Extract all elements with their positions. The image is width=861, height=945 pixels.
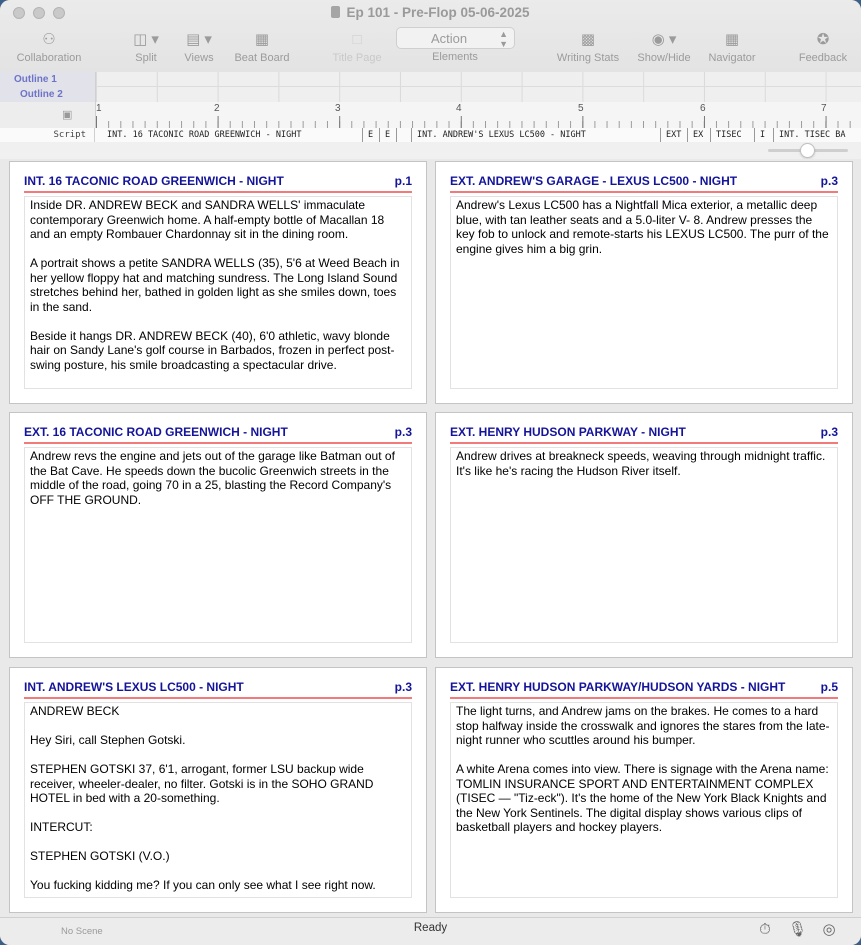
scene-card[interactable]	[9, 161, 427, 404]
window-title-text: Ep 101 - Pre-Flop 05-06-2025	[346, 5, 530, 20]
select-arrows-icon: ▲ ▼	[499, 29, 508, 49]
card-title[interactable]: INT. 16 TACONIC ROAD GREENWICH - NIGHT	[24, 174, 284, 188]
card-title[interactable]: EXT. HENRY HUDSON PARKWAY - NIGHT	[450, 425, 686, 439]
ruler	[0, 102, 861, 129]
show-hide-label: Show/Hide	[637, 52, 691, 64]
script-segment[interactable]: INT. TISEC BA	[779, 130, 846, 140]
split-label: Split	[135, 52, 157, 64]
zoom-bar	[0, 142, 861, 160]
views-button[interactable]	[181, 30, 217, 64]
feedback-label: Feedback	[798, 52, 848, 64]
card-page: p.3	[394, 425, 412, 439]
navigator-button[interactable]	[704, 30, 760, 64]
title-page-label: Title Page	[332, 52, 382, 64]
outline-labels	[0, 72, 96, 102]
writing-stats-button[interactable]	[553, 30, 623, 64]
window-title	[0, 5, 861, 20]
card-page: p.3	[820, 425, 838, 439]
scene-card[interactable]	[9, 412, 427, 658]
views-icon: ▤ ▾	[186, 31, 212, 48]
feedback-icon: ✪	[816, 31, 830, 48]
collaboration-label: Collaboration	[16, 52, 82, 64]
script-segment[interactable]: TISEC	[711, 128, 755, 142]
ruler-number: 4	[456, 103, 462, 114]
split-button[interactable]	[127, 30, 165, 64]
elements-select-value: Action	[431, 31, 468, 46]
split-icon: ◫ ▾	[133, 31, 159, 48]
card-heading	[450, 425, 838, 444]
ruler-head	[0, 102, 96, 128]
target-icon[interactable]: ◎	[822, 921, 836, 938]
navigator-icon: ▦	[724, 31, 740, 48]
ruler-number: 5	[578, 103, 584, 114]
script-segment[interactable]: INT. 16 TACONIC ROAD GREENWICH - NIGHT	[102, 128, 363, 142]
collaboration-icon: ⚇	[42, 31, 56, 48]
ruler-number: 6	[700, 103, 706, 114]
script-segment[interactable]: I	[755, 128, 774, 142]
eye-icon: ◉ ▾	[651, 31, 677, 48]
script-segment[interactable]: E	[363, 128, 380, 142]
document-icon	[331, 6, 340, 18]
card-page: p.3	[394, 680, 412, 694]
card-body[interactable]: Inside DR. ANDREW BECK and SANDRA WELLS' immaculate contemporary Greenwich home. A half-empty bottle of Macallan 18 and an empty Rombauer Chardonnay sit in the dining room. A portrait shows a petite SANDRA WELLS (35), 5'6 at Weed Beach in her yellow floppy hat and matching sundress. The Long Island Sound stretches behind her, bathed in golden light as she smiles down, toes in the sand. Beside it hangs DR. ANDREW BECK (40), 6'0 athletic, wavy blonde hair on Sandy Lane's golf course in Barbados, frozen in perfect post-swing posture, his smile broadcasting a spectacular drive.	[24, 196, 412, 389]
script-timeline	[0, 128, 861, 143]
show-hide-button[interactable]	[634, 30, 694, 64]
script-segment[interactable]: E	[380, 128, 397, 142]
script-label: Script	[0, 128, 95, 142]
ruler-number: 1	[96, 103, 102, 114]
title-page-icon: □	[352, 31, 362, 48]
outline-grid[interactable]	[96, 72, 861, 103]
script-segment[interactable]: EXT	[661, 128, 688, 142]
outline-panel	[0, 72, 861, 102]
card-icon: ▣	[62, 109, 73, 121]
feedback-button[interactable]	[795, 30, 851, 64]
script-segment[interactable]: EX	[688, 128, 711, 142]
card-page: p.5	[820, 680, 838, 694]
beat-board-button[interactable]	[232, 30, 292, 64]
card-heading	[24, 174, 412, 193]
card-heading	[450, 680, 838, 699]
card-title[interactable]: EXT. HENRY HUDSON PARKWAY/HUDSON YARDS - NIGHT	[450, 680, 786, 694]
card-title[interactable]: INT. ANDREW'S LEXUS LC500 - NIGHT	[24, 680, 244, 694]
elements-label: Elements	[432, 51, 478, 63]
collaboration-button[interactable]	[12, 30, 86, 64]
script-segment[interactable]	[397, 128, 412, 142]
title-bar	[0, 0, 861, 73]
timer-icon[interactable]: ⏱	[759, 921, 771, 938]
ruler-major-ticks	[96, 116, 861, 128]
card-body[interactable]: Andrew's Lexus LC500 has a Nightfall Mica exterior, a metallic deep blue, with tan leather seats and a 5.0-liter V- 8. Andrew presses the key fob to unlock and remote-starts his LEXUS LC500. The purr of the engine gives him a big grin.	[450, 196, 838, 389]
card-body[interactable]: ANDREW BECK Hey Siri, call Stephen Gotski. STEPHEN GOTSKI 37, 6'1, arrogant, former LSU backup wide receiver, wheeler-dealer, no filter. Gotski is in the SOHO GRAND HOTEL in bed with a 20-something. INTERCUT: STEPHEN GOTSKI (V.O.) You fucking kidding me? If you can only see what I see right now.	[24, 702, 412, 898]
ruler-number: 2	[214, 103, 220, 114]
beat-board-label: Beat Board	[234, 52, 290, 64]
card-title[interactable]: EXT. 16 TACONIC ROAD GREENWICH - NIGHT	[24, 425, 288, 439]
scene-card[interactable]	[435, 161, 853, 404]
card-page: p.1	[394, 174, 412, 188]
zoom-slider-knob[interactable]	[800, 143, 815, 158]
elements-select[interactable]	[396, 27, 515, 49]
status-bar	[0, 917, 861, 945]
views-label: Views	[184, 52, 214, 64]
card-page: p.3	[820, 174, 838, 188]
title-page-button[interactable]	[330, 30, 384, 64]
card-title[interactable]: EXT. ANDREW'S GARAGE - LEXUS LC500 - NIGHT	[450, 174, 738, 188]
card-body[interactable]: The light turns, and Andrew jams on the brakes. He comes to a hard stop halfway inside the crosswalk and ignores the stares from the late-night runner who scuttles around his bumper. A white Arena comes into view. There is signage with the Arena name: TOMLIN INSURANCE SPORT AND ENTERTAINMENT COMPLEX (TISEC — "Tiz-eck"). It's the home of the New York Black Knights and the New York Sentinels. The digital display shows various clips of basketball players and hockey players.	[450, 702, 838, 898]
microphone-icon[interactable]: 🎙	[788, 921, 808, 938]
navigator-label: Navigator	[708, 52, 756, 64]
scene-card[interactable]	[435, 667, 853, 913]
outline-row-1[interactable]: Outline 1	[14, 74, 57, 85]
outline-row-2[interactable]: Outline 2	[20, 89, 63, 100]
writing-stats-label: Writing Stats	[556, 52, 620, 64]
bar-chart-icon: ▩	[580, 31, 596, 48]
beat-board-icon: ▦	[254, 31, 270, 48]
status-text: Ready	[413, 922, 448, 934]
scene-card[interactable]	[435, 412, 853, 658]
script-segment[interactable]: INT. ANDREW'S LEXUS LC500 - NIGHT	[412, 128, 661, 142]
card-heading	[24, 425, 412, 444]
card-heading	[450, 174, 838, 193]
card-body[interactable]: Andrew revs the engine and jets out of the garage like Batman out of the Bat Cave. He speeds down the bucolic Greenwich streets in the middle of the road, going 70 in a 25, blasting the Record Company's OFF THE GROUND.	[24, 447, 412, 643]
card-body[interactable]: Andrew drives at breakneck speeds, weaving through midnight traffic. It's like he's racing the Hudson River itself.	[450, 447, 838, 643]
elements-label-wrap	[425, 51, 485, 63]
scene-card[interactable]	[9, 667, 427, 913]
current-scene: No Scene	[61, 926, 103, 937]
ruler-number: 7	[821, 103, 827, 114]
index-card-board	[0, 159, 861, 917]
card-heading	[24, 680, 412, 699]
ruler-number: 3	[335, 103, 341, 114]
